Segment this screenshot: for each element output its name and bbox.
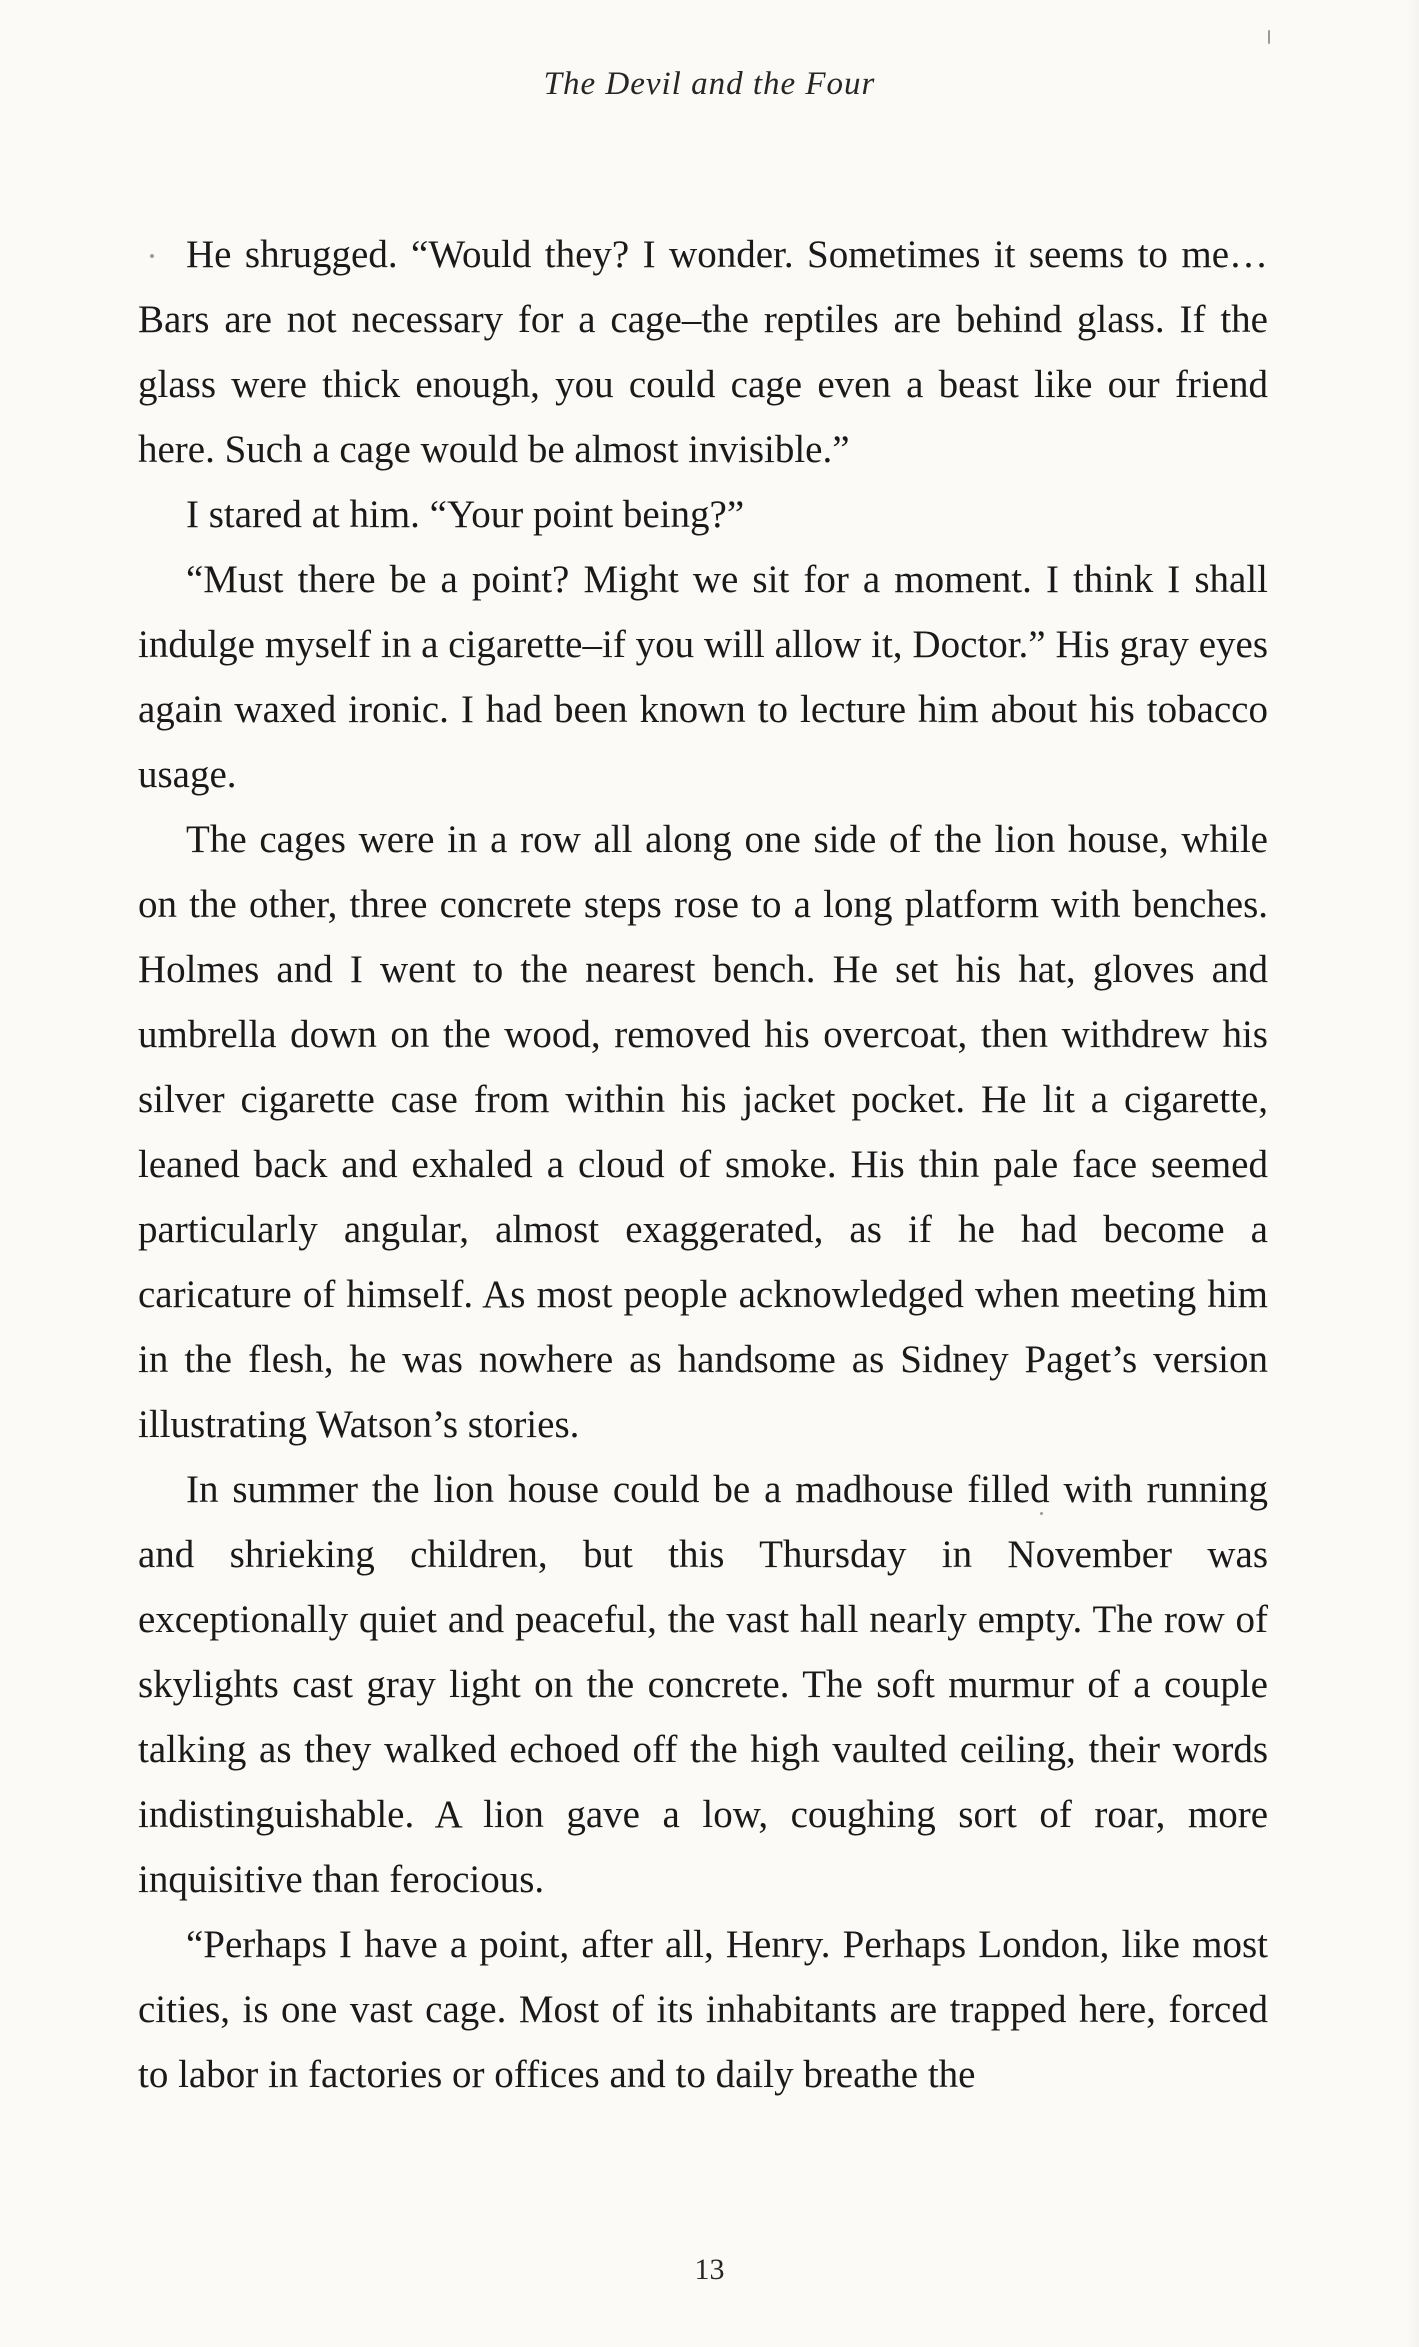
running-head: The Devil and the Four (543, 66, 876, 102)
paragraph-4: The cages were in a row all along one side of the lion house, while on the other, three concrete steps rose to a long platform with benches. Holmes and I went to the nearest bench. He set his hat, gloves and umbrella down on the wood, removed his overcoat, then withdrew his silver cigarette case from within his jacket pocket. He lit a cigarette, leaned back and exhaled a cloud of smoke. His thin pale face seemed particularly angular, almost exaggerated, as if he had become a caricature of himself. As most people acknowledged when meeting him in the flesh, he was nowhere as handsome as Sidney Paget’s version illustrating Watson’s stories. (138, 818, 1268, 1446)
paragraph-1: He shrugged. “Would they? I wonder. Sometimes it seems to me… Bars are not necessary for a cage–the reptiles are behind glass. If the glass were thick enough, you could cage even a beast like our friend here. Such a cage would be almost invisible.” (138, 233, 1268, 471)
page-edge-shadow (1407, 0, 1419, 2347)
scan-speck (1040, 1512, 1043, 1515)
page-number: 13 (694, 2253, 725, 2286)
scan-speck (1268, 30, 1270, 44)
paragraph-3: “Must there be a point? Might we sit for a moment. I think I shall indulge myself in a cigarette–if you will allow it, Doctor.” His gray eyes again waxed ironic. I had been known to lecture him about his tobacco usage. (138, 558, 1268, 796)
paragraph-5: In summer the lion house could be a madhouse filled with running and shrieking children, but this Thursday in November was exceptionally quiet and peaceful, the vast hall nearly empty. The row of skylights cast gray light on the concrete. The soft murmur of a couple talking as they walked echoed off the high vaulted ceiling, their words indistinguishable. A lion gave a low, coughing sort of roar, more inquisitive than ferocious. (138, 1468, 1268, 1901)
scan-speck (150, 254, 154, 258)
paragraph-6: “Perhaps I have a point, after all, Henry. Perhaps London, like most cities, is one vast cage. Most of its inhabitants are trapped here, forced to labor in factories or offices and to daily breathe the (138, 1923, 1268, 2096)
paragraph-2: I stared at him. “Your point being?” (186, 493, 745, 536)
body-text (138, 222, 1268, 2107)
